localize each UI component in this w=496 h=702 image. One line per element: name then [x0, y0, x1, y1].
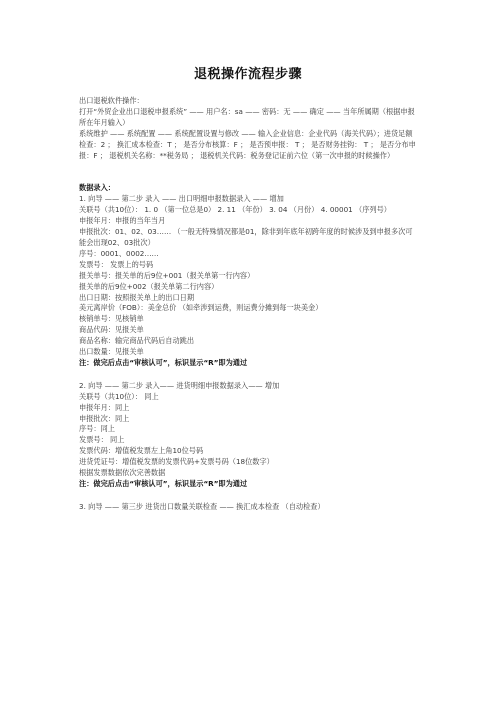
s1-line2-3: 商品代码：见报关单 [79, 325, 144, 335]
s1-line2-5: 出口数量：见报关单 [79, 347, 144, 357]
s2-line-4: 序号：同上 [79, 424, 115, 434]
s1-line2-1: 美元离岸价（FOB）：美金总价 （如牵涉到运费，则运费分摊到每一块美金） [79, 303, 323, 313]
s1-customs-no-cont: 报关单的后9位+002（报关单第二行内容） [79, 281, 219, 291]
s1-line-5: 发票号： 发票上的号码 [79, 259, 154, 269]
s1-note: 注：做完后点击“审核认可”，标识显示“R”即为通过 [79, 357, 248, 367]
s3-line: 3. 向导 —— 第三步 进货出口数量关联检查 —— 换汇成本检查 （自动检查） [79, 501, 325, 511]
s1-line-2: 申报年月：申报的当年当月 [79, 216, 166, 226]
s2-line-8: 根据发票数据依次完善数据 [79, 468, 166, 478]
s2-line-1: 关联号（共10位）： 同上 [79, 391, 159, 401]
s2-line-3: 申报批次：同上 [79, 413, 130, 423]
intro-line-3: 系统维护 —— 系统配置 —— 系统配置设置与修改 —— 输入企业信息：企业代码（海关代码）；进货足额检查：2 ； 换汇成本检查：T ； 是否分布核算：F ； 是否预申报： T ； 是否财务挂钩： T ； 是否分布申报：F ； 退税机关名称：**税务局 ； 退税机关代码：税务登记证前六位（第一次申报的时候操作） [79, 128, 416, 160]
document-body [79, 96, 419, 513]
s2-line-5: 发票号： 同上 [79, 435, 125, 445]
s2-line-6: 发票代码：增值税发票左上角10位号码 [79, 446, 204, 456]
s1-line2-4: 商品名称：输完商品代码后自动跳出 [79, 336, 195, 346]
s1-line2-0: 出口日期：按照报关单上的出口日期 [79, 292, 195, 302]
s2-line-0: 2. 向导 —— 第二步 录入—— 进货明细申报数据录入—— 增加 [79, 380, 280, 390]
s1-customs-no: 报关单号：报关单的后9位+001（报关单第一行内容） [79, 270, 255, 280]
s1-line-4: 序号：0001、0002…… [79, 248, 159, 258]
s1-line2-2: 核销单号：见核销单 [79, 314, 144, 324]
s1-line-3: 申报批次：01、02、03…… （一般无特殊情况都是01，除非到年底年初跨年度的时候涉及到申报多次可能会出现02、03批次） [79, 227, 413, 247]
s2-line-2: 申报年月：同上 [79, 402, 130, 412]
section-heading-data-entry: 数据录入： [79, 183, 115, 193]
s1-line-1: 关联号（共10位）： 1. 0 （第一位总是0） 2. 11 （年份） 3. 04 （月份） 4. 00001 （序列号） [79, 205, 391, 215]
s2-note: 注：做完后点击“审核认可”，标识显示“R”即为通过 [79, 479, 248, 488]
page-title: 退税操作流程步骤 [193, 67, 302, 82]
intro-line-1: 出口退税软件操作： [79, 96, 144, 105]
s2-line-7: 进货凭证号：增值税发票的发票代码+发票号码（18位数字） [79, 457, 274, 467]
intro-line-2: 打开“外贸企业出口退税申报系统” —— 用户名：sa —— 密码：无 —— 确定 —— 当年所属期（根据申报所在年月输入） [79, 106, 415, 127]
s1-line-0: 1. 向导 —— 第二步 录入 —— 出口明细申报数据录入 —— 增加 [79, 194, 284, 204]
